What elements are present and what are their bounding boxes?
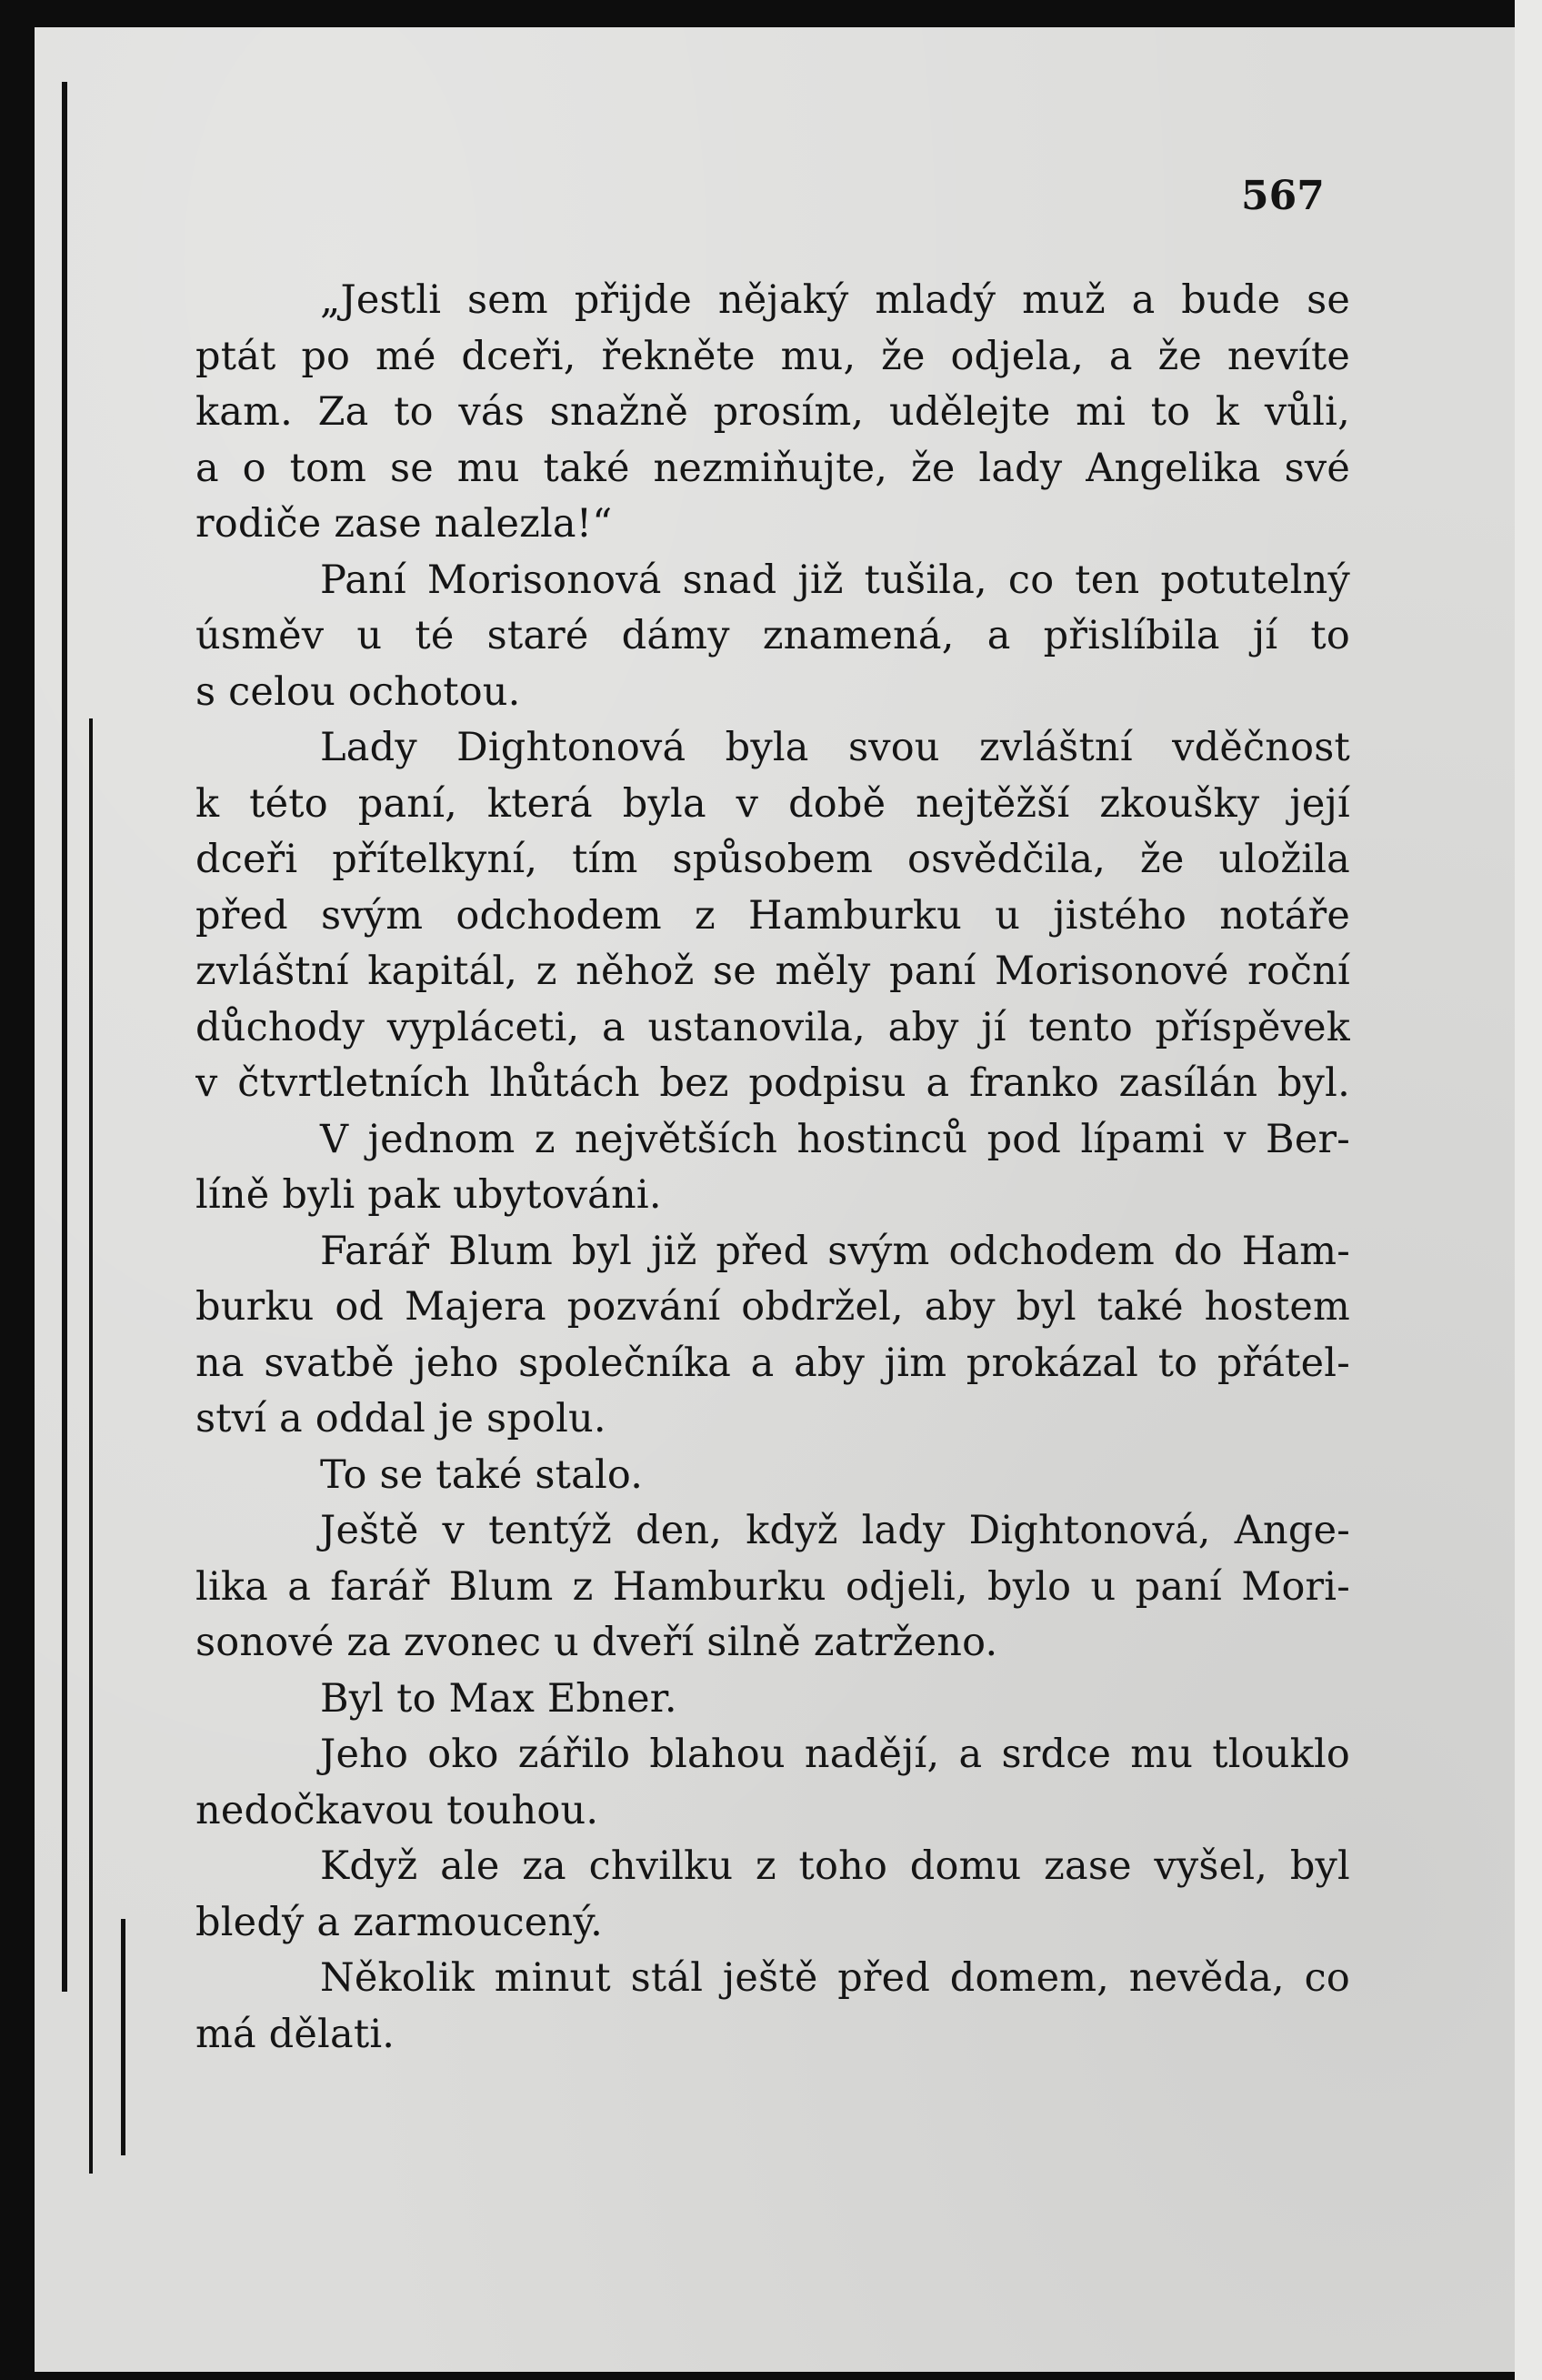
text-line: Farář Blum byl již před svým odchodem do Ham- — [320, 1228, 1350, 1274]
text-line: rodiče zase nalezla!“ — [195, 501, 613, 547]
text-line: na svatbě jeho společníka a aby jim prokázal to přátel- — [195, 1340, 1350, 1386]
binding-shadow-line — [89, 718, 93, 2174]
text-line: zvláštní kapitál, z něhož se měly paní Morisonové roční — [195, 949, 1350, 994]
text-line: důchody vypláceti, a ustanovila, aby jí tento příspěvek — [195, 1004, 1350, 1050]
binding-shadow-line — [62, 82, 67, 1992]
text-line: dceři přítelkyní, tím spůsobem osvědčila, že uložila — [195, 837, 1350, 882]
text-line: v čtvrtletních lhůtách bez podpisu a franko zasílán byl. — [195, 1060, 1350, 1106]
text-line: lika a farář Blum z Hamburku odjeli, bylo u paní Mori- — [195, 1563, 1350, 1610]
text-line: Paní Morisonová snad již tušila, co ten potutelný — [320, 557, 1350, 603]
text-line: kam. Za to vás snažně prosím, udělejte mi to k vůli, — [195, 389, 1350, 435]
text-line: Několik minut stál ještě před domem, nevěda, co — [320, 1955, 1350, 2001]
text-line: Byl to Max Ebner. — [320, 1675, 677, 1722]
text-line: k této paní, která byla v době nejtěžší zkoušky její — [195, 780, 1350, 827]
text-line: „Jestli sem přijde nějaký mladý muž a bude se — [320, 277, 1350, 323]
text-line: bledý a zarmoucený. — [195, 1899, 603, 1945]
text-line: před svým odchodem z Hamburku u jistého notáře — [195, 892, 1350, 939]
text-line: a o tom se mu také nezmiňujte, že lady Angelika své — [195, 445, 1350, 491]
text-line: s celou ochotou. — [195, 668, 521, 715]
text-line: To se také stalo. — [320, 1451, 644, 1498]
text-line: Ještě v tentýž den, když lady Dightonová, Ange- — [320, 1508, 1350, 1553]
text-line: Lady Dightonová byla svou zvláštní vděčnost — [320, 725, 1350, 770]
text-line: ptát po mé dceři, řekněte mu, že odjela, a že nevíte — [195, 333, 1350, 379]
binding-shadow-line — [121, 1919, 125, 2155]
page-number: 567 — [1241, 173, 1325, 219]
page-edge — [1515, 0, 1542, 2380]
text-line: nedočkavou touhou. — [195, 1787, 599, 1833]
text-line: má dělati. — [195, 2011, 396, 2057]
text-line: burku od Majera pozvání obdržel, aby byl také hostem — [195, 1284, 1350, 1330]
text-line: sonové za zvonec u dveří silně zatrženo. — [195, 1620, 998, 1665]
body-text — [195, 273, 1350, 2063]
text-line: úsměv u té staré dámy znamená, a přislíbila jí to — [195, 613, 1350, 658]
text-line: líně byli pak ubytováni. — [195, 1172, 662, 1218]
text-line: V jednom z největších hostinců pod lípami v Ber- — [320, 1116, 1350, 1162]
text-line: ství a oddal je spolu. — [195, 1396, 606, 1441]
text-line: Když ale za chvilku z toho domu zase vyšel, byl — [320, 1843, 1350, 1889]
text-line: Jeho oko zářilo blahou nadějí, a srdce mu tlouklo — [320, 1732, 1350, 1777]
